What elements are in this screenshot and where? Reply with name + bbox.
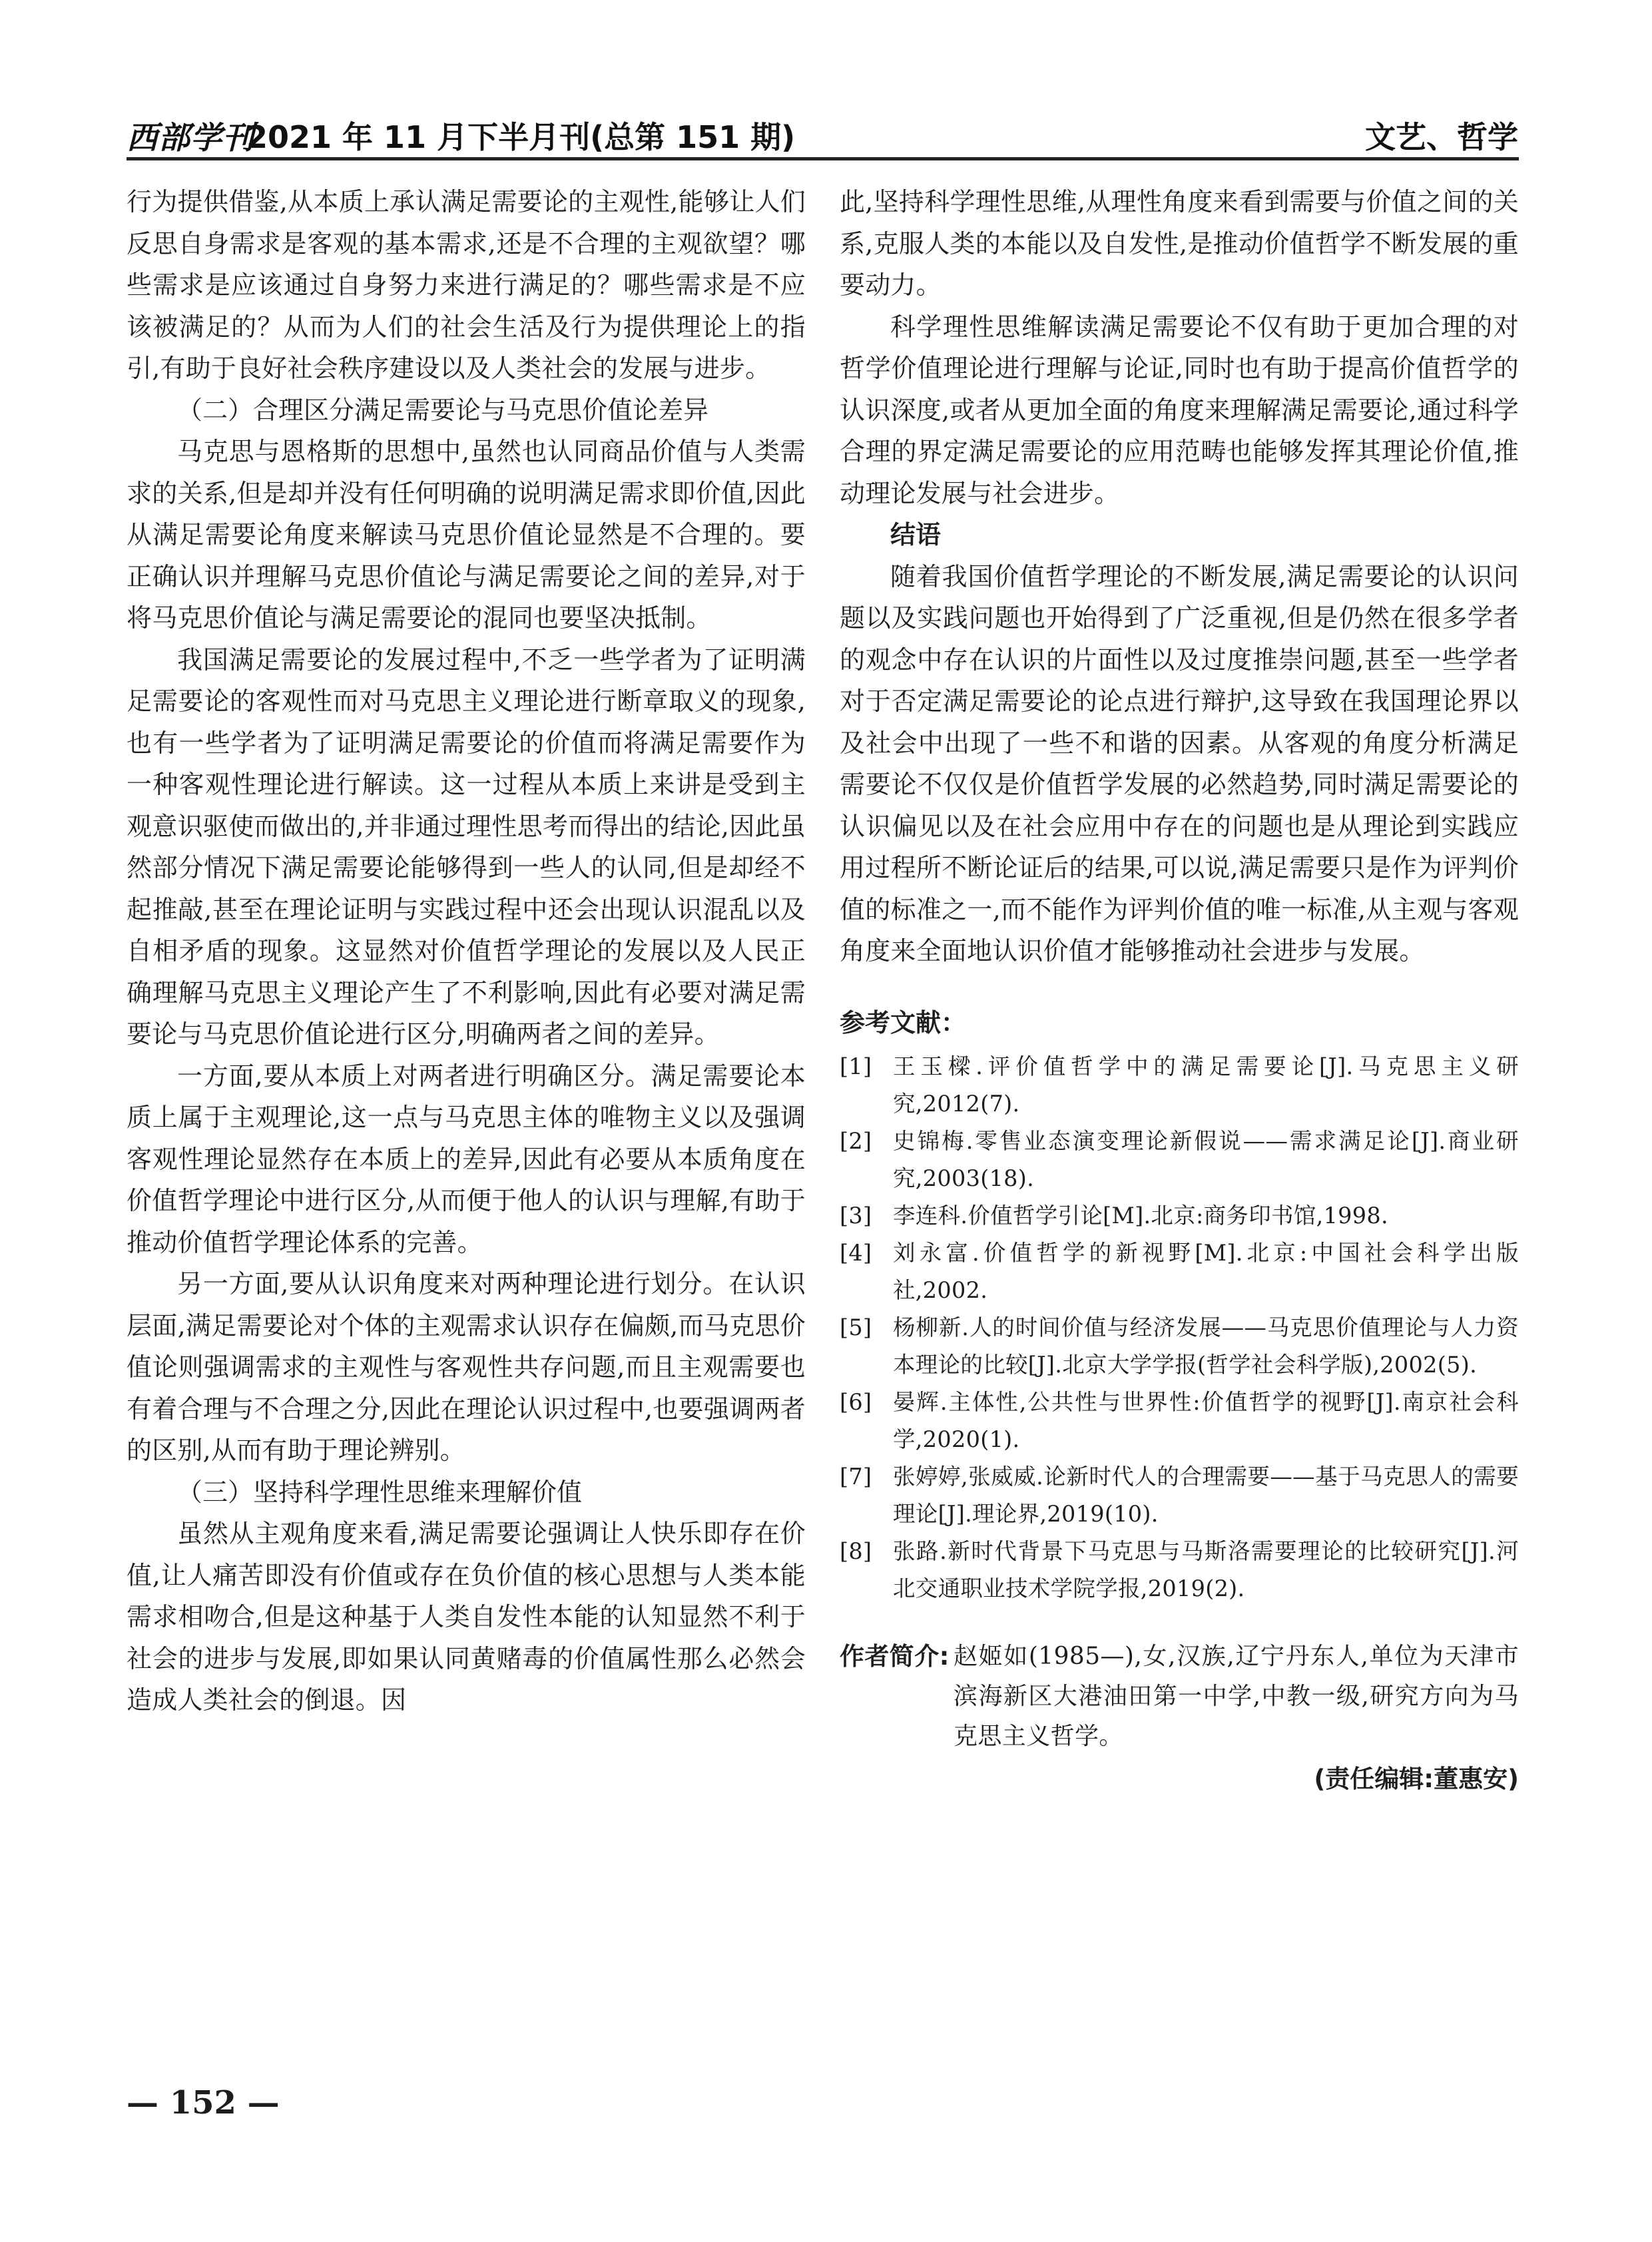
paragraph: 随着我国价值哲学理论的不断发展,满足需要论的认识问题以及实践问题也开始得到了广泛重视,但是仍然在很多学者的观念中存在认识的片面性以及过度推崇问题,甚至一些学者对于否定满足需要论的论点进行辩护,这导致在我国理论界以及社会中出现了一些不和谐的因素。从客观的角度分析满足需要论不仅仅是价值哲学发展的必然趋势,同时满足需要论的认识偏见以及在社会应用中存在的问题也是从理论到实践应用过程所不断论证后的结果,可以说,满足需要只是作为评判价值的标准之一,而不能作为评判价值的唯一标准,从主观与客观角度来全面地认识价值才能够推动社会进步与发展。 <box>840 561 1519 966</box>
reference-item <box>840 1533 1519 1607</box>
paragraph: 一方面,要从本质上对两者进行明确区分。满足需要论本质上属于主观理论,这一点与马克思主体的唯物主义以及强调客观性理论显然存在本质上的差异,因此有必要从本质角度在价值哲学理论中进行区分,从而便于他人的认识与理解,有助于推动价值哲学理论体系的完善。 <box>127 1061 806 1257</box>
issue-info: 2021 年 11 月下半月刊(总第 151 期) <box>246 119 796 155</box>
reference-item <box>840 1235 1519 1309</box>
paragraph: 科学理性思维解读满足需要论不仅有助于更加合理的对哲学价值理论进行理解与论证,同时也有助于提高价值哲学的认识深度,或者从更加全面的角度来理解满足需要论,通过科学合理的界定满足需要论的应用范畴也能够发挥其理论价值,推动理论发展与社会进步。 <box>840 312 1519 508</box>
reference-text: 张路.新时代背景下马克思与马斯洛需要理论的比较研究[J].河北交通职业技术学院学报,2019(2). <box>893 1538 1519 1601</box>
author-bio <box>840 1637 1519 1757</box>
reference-item <box>840 1197 1519 1235</box>
paragraph: 另一方面,要从认识角度来对两种理论进行划分。在认识层面,满足需要论对个体的主观需求认识存在偏颇,而马克思价值论则强调需求的主观性与客观性共存问题,而且主观需要也有着合理与不合理之分,因此在理论认识过程中,也要强调两者的区别,从而有助于理论辨别。 <box>127 1269 806 1465</box>
responsible-editor: (责任编辑:董惠安) <box>1314 1764 1519 1793</box>
reference-number: [3] <box>840 1202 872 1229</box>
reference-item <box>840 1123 1519 1197</box>
reference-number: [7] <box>840 1463 872 1490</box>
paragraph: 此,坚持科学理性思维,从理性角度来看到需要与价值之间的关系,克服人类的本能以及自发性,是推动价值哲学不断发展的重要动力。 <box>840 187 1519 300</box>
author-bio-text: 赵姬如(1985—),女,汉族,辽宁丹东人,单位为天津市滨海新区大港油田第一中学,中教一级,研究方向为马克思主义哲学。 <box>954 1642 1519 1750</box>
reference-text: 刘永富.价值哲学的新视野[M].北京:中国社会科学出版社,2002. <box>893 1239 1519 1303</box>
paragraph: 马克思与恩格斯的思想中,虽然也认同商品价值与人类需求的关系,但是却并没有任何明确的说明满足需求即价值,因此从满足需要论角度来解读马克思价值论显然是不合理的。要正确认识并理解马克思价值论与满足需要论之间的差异,对于将马克思价值论与满足需要论的混同也要坚决抵制。 <box>127 437 806 633</box>
reference-item <box>840 1309 1519 1384</box>
reference-number: [4] <box>840 1239 872 1266</box>
section-name: 文艺、哲学 <box>1365 119 1518 155</box>
right-column <box>840 181 1519 1799</box>
author-bio-label: 作者简介: <box>840 1641 950 1671</box>
conclusion-heading: 结语 <box>890 520 942 549</box>
reference-number: [5] <box>840 1314 872 1340</box>
reference-text: 王玉樑.评价值哲学中的满足需要论[J].马克思主义研究,2012(7). <box>893 1053 1519 1117</box>
reference-number: [8] <box>840 1538 872 1564</box>
header-rule <box>127 157 1519 160</box>
journal-logo: 西部学刊 <box>127 120 254 156</box>
paragraph: 虽然从主观角度来看,满足需要论强调让人快乐即存在价值,让人痛苦即没有价值或存在负价值的核心思想与人类本能需求相吻合,但是这种基于人类自发性本能的认知显然不利于社会的进步与发展,即如果认同黄赌毒的价值属性那么必然会造成人类社会的倒退。因 <box>127 1519 806 1715</box>
left-column <box>127 181 806 1721</box>
reference-number: [1] <box>840 1053 872 1079</box>
page-header <box>127 112 1518 158</box>
reference-text: 李连科.价值哲学引论[M].北京:商务印书馆,1998. <box>893 1202 1388 1229</box>
reference-number: [2] <box>840 1127 872 1154</box>
references-title: 参考文献： <box>840 1007 967 1037</box>
page-number: — 152 — <box>127 2084 280 2121</box>
reference-text: 杨柳新.人的时间价值与经济发展——马克思价值理论与人力资本理论的比较[J].北京大学学报(哲学社会科学版),2002(5). <box>893 1314 1519 1378</box>
section-subheading: （三）坚持科学理性思维来理解价值 <box>177 1477 583 1507</box>
paragraph: 行为提供借鉴,从本质上承认满足需要论的主观性,能够让人们反思自身需求是客观的基本需求,还是不合理的主观欲望？哪些需求是应该通过自身努力来进行满足的？哪些需求是不应该被满足的？从而为人们的社会生活及行为提供理论上的指引,有助于良好社会秩序建设以及人类社会的发展与进步。 <box>127 187 806 383</box>
reference-item <box>840 1458 1519 1533</box>
reference-number: [6] <box>840 1388 872 1415</box>
reference-text: 史锦梅.零售业态演变理论新假说——需求满足论[J].商业研究,2003(18). <box>893 1127 1519 1191</box>
references-list <box>840 1048 1519 1607</box>
reference-item <box>840 1384 1519 1458</box>
reference-item <box>840 1048 1519 1123</box>
reference-text: 张婷婷,张威威.论新时代人的合理需要——基于马克思人的需要理论[J].理论界,2019(10). <box>893 1463 1519 1527</box>
paragraph: 我国满足需要论的发展过程中,不乏一些学者为了证明满足需要论的客观性而对马克思主义理论进行断章取义的现象,也有一些学者为了证明满足需要论的价值而将满足需要作为一种客观性理论进行解读。这一过程从本质上来讲是受到主观意识驱使而做出的,并非通过理性思考而得出的结论,因此虽然部分情况下满足需要论能够得到一些人的认同,但是却经不起推敲,甚至在理论证明与实践过程中还会出现认识混乱以及自相矛盾的现象。这显然对价值哲学理论的发展以及人民正确理解马克思主义理论产生了不利影响,因此有必要对满足需要论与马克思价值论进行区分,明确两者之间的差异。 <box>127 645 806 1049</box>
reference-text: 晏辉.主体性,公共性与世界性:价值哲学的视野[J].南京社会科学,2020(1). <box>893 1388 1519 1452</box>
section-subheading: （二）合理区分满足需要论与马克思价值论差异 <box>177 395 709 425</box>
